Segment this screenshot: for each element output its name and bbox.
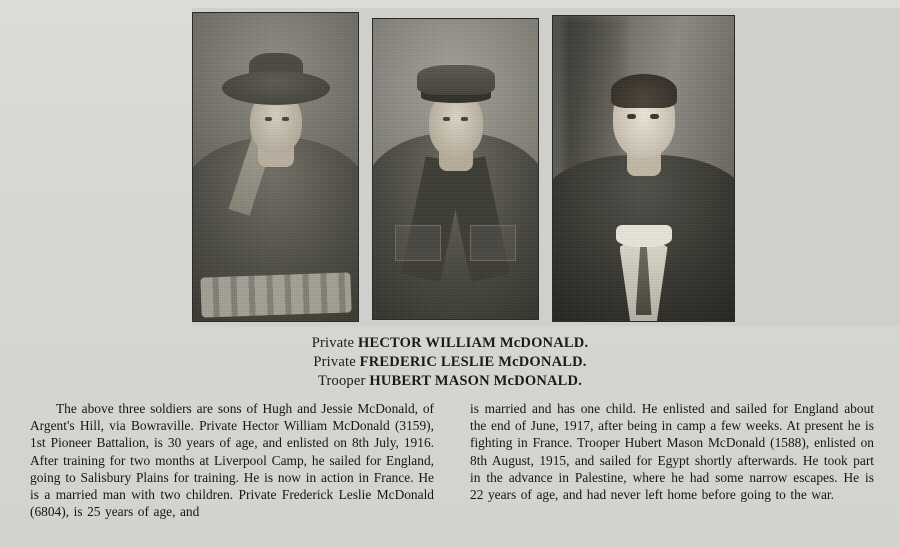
shirt-collar [616, 225, 672, 247]
eye-left [627, 114, 636, 119]
eye-right [650, 114, 659, 119]
portrait-hubert-mason-mcdonald [552, 15, 735, 322]
slouch-hat-brim [222, 71, 330, 105]
eye-right [461, 117, 468, 121]
body-column-left [30, 400, 434, 520]
photo-plate [192, 8, 900, 326]
caption-name: HUBERT MASON McDONALD. [369, 373, 583, 389]
eye-right [282, 117, 289, 121]
portrait-hector-william-mcdonald [192, 12, 359, 322]
caption-rank: Private [313, 354, 356, 370]
eye-left [265, 117, 272, 121]
photo-row [192, 8, 900, 326]
caption-rank: Trooper [317, 373, 366, 389]
eye-left [443, 117, 450, 121]
caption-name: HECTOR WILLIAM McDONALD. [358, 335, 589, 351]
body-paragraph-left: The above three soldiers are sons of Hugh and Jessie McDonald, of Argent's Hill, via Bowraville. Private Hector William McDonald (3159), 1st Pioneer Battalion, is 30 years of age, and enlisted on 8th July, 1916. After training for two months at Liverpool Camp, he sailed for England, going to Salisbury Plains for training. He is now in action in France. He is a married man with two children. Private Frederick Leslie McDonald (6804), is 25 years of age, and [30, 401, 434, 520]
caption-name: FREDERIC LESLIE McDONALD. [359, 354, 587, 370]
tunic-pocket-right [470, 225, 516, 261]
caption-line-2 [0, 353, 900, 372]
caption-rank: Private [311, 335, 355, 351]
caption-line-3 [0, 372, 900, 391]
caption-line-1 [0, 334, 900, 353]
body-columns [30, 400, 874, 520]
caption-block [0, 334, 900, 391]
portrait-frederic-leslie-mcdonald [372, 18, 539, 320]
body-column-right [470, 400, 874, 520]
peaked-cap [417, 65, 495, 95]
bandolier [200, 272, 351, 317]
hair [611, 74, 677, 108]
body-paragraph-right: is married and has one child. He enlisted and sailed for England about the end of June, 1917, after being in camp a few weeks. At present he is fighting in France. Trooper Hubert Mason McDonald (1588), enlisted on 8th August, 1915, and sailed for Egypt shortly afterwards. He took part in the advance in Palestine, where he had some narrow escapes. He is 22 years of age, and had never left home before going to the war. [470, 401, 874, 503]
tunic-pocket-left [395, 225, 441, 261]
